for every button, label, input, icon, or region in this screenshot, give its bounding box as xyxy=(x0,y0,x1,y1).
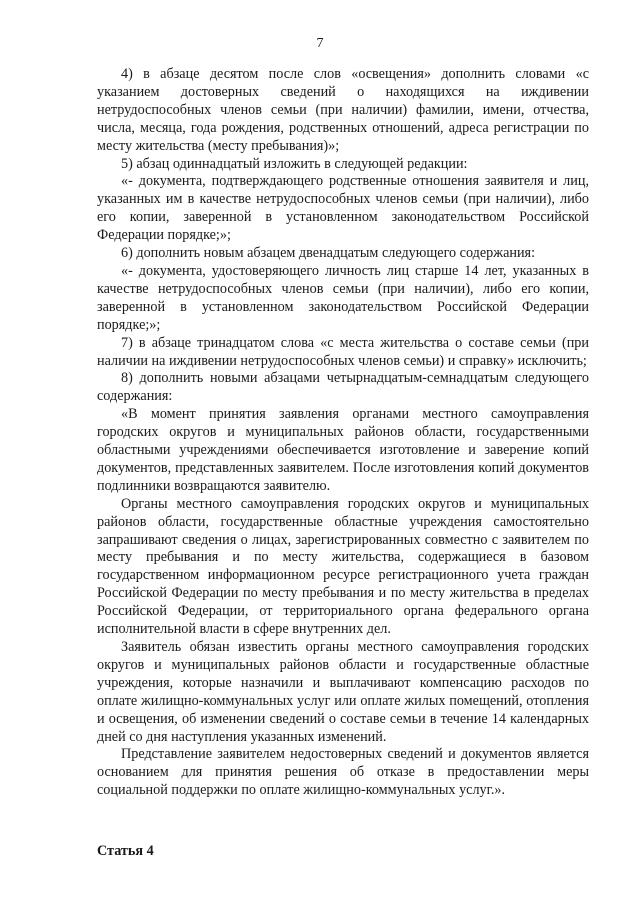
paragraph-quote-5: «- документа, подтверждающего родственные отношения заявителя и лиц, указанных им в качестве нетрудоспособных членов семьи (при наличии), либо его копии, заверенной в установленном законодательством Российской Федерации порядке;»; xyxy=(97,173,589,244)
paragraph-quote-8-1: «В момент принятия заявления органами местного самоуправления городских округов и муниципальных районов области, государственными областными учреждениями обеспечивается изготовление и заверение копий документов, представленных заявителем. После изготовления копий документов подлинники возвращаются заявителю. xyxy=(97,406,589,494)
page-number: 7 xyxy=(316,36,324,51)
paragraph-amendment-6: 6) дополнить новым абзацем двенадцатым следующего содержания: xyxy=(121,245,536,262)
paragraph-amendment-7: 7) в абзаце тринадцатом слова «с места жительства о составе семьи (при наличии на иждивении нетрудоспособных членов семьи) и справку» исключить; xyxy=(97,334,589,369)
paragraph-amendment-8: 8) дополнить новыми абзацами четырнадцатым-семнадцатым следующего содержания: xyxy=(97,370,589,405)
paragraph-quote-8-2: Органы местного самоуправления городских округов и муниципальных районов области, государственные областные учреждения самостоятельно запрашивают сведения о лицах, зарегистрированных совместно с заявителем по месту пребывания и по месту жительства, содержащиеся в базовом государственном информационном ресурсе регистрационного учета граждан Российской Федерации по месту пребывания и по месту жительства в пределах Российской Федерации, от территориального органа федерального органа исполнительной власти в сфере внутренних дел. xyxy=(97,495,589,638)
paragraph-amendment-4: 4) в абзаце десятом после слов «освещения» дополнить словами «с указанием достоверных сведений о находящихся на иждивении нетрудоспособных членов семьи (при наличии) фамилии, имени, отчества, числа, месяца, года рождения, родственных отношений, адреса регистрации по месту жительства (месту пребывания)»; xyxy=(97,66,589,154)
paragraph-quote-8-4: Представление заявителем недостоверных сведений и документов является основанием для принятия решения об отказе в предоставлении меры социальной поддержки по оплате жилищно-коммунальных услуг.». xyxy=(97,746,589,799)
article-heading: Статья 4 xyxy=(97,843,154,859)
document-body xyxy=(97,66,589,800)
paragraph-amendment-5: 5) абзац одиннадцатый изложить в следующей редакции: xyxy=(121,155,468,172)
paragraph-quote-8-3: Заявитель обязан известить органы местного самоуправления городских округов и муниципальных районов области и государственные областные учреждения, которые назначили и выплачивают компенсацию расходов по оплате жилищно-коммунальных услуг или оплате жилых помещений, отопления и освещения, об изменении сведений о составе семьи в течение 14 календарных дней со дня наступления указанных изменений. xyxy=(97,639,589,745)
paragraph-quote-6: «- документа, удостоверяющего личность лиц старше 14 лет, указанных в качестве нетрудоспособных членов семьи (при наличии), либо его копии, заверенной в установленном законодательством Российской Федерации порядке;»; xyxy=(97,262,589,333)
